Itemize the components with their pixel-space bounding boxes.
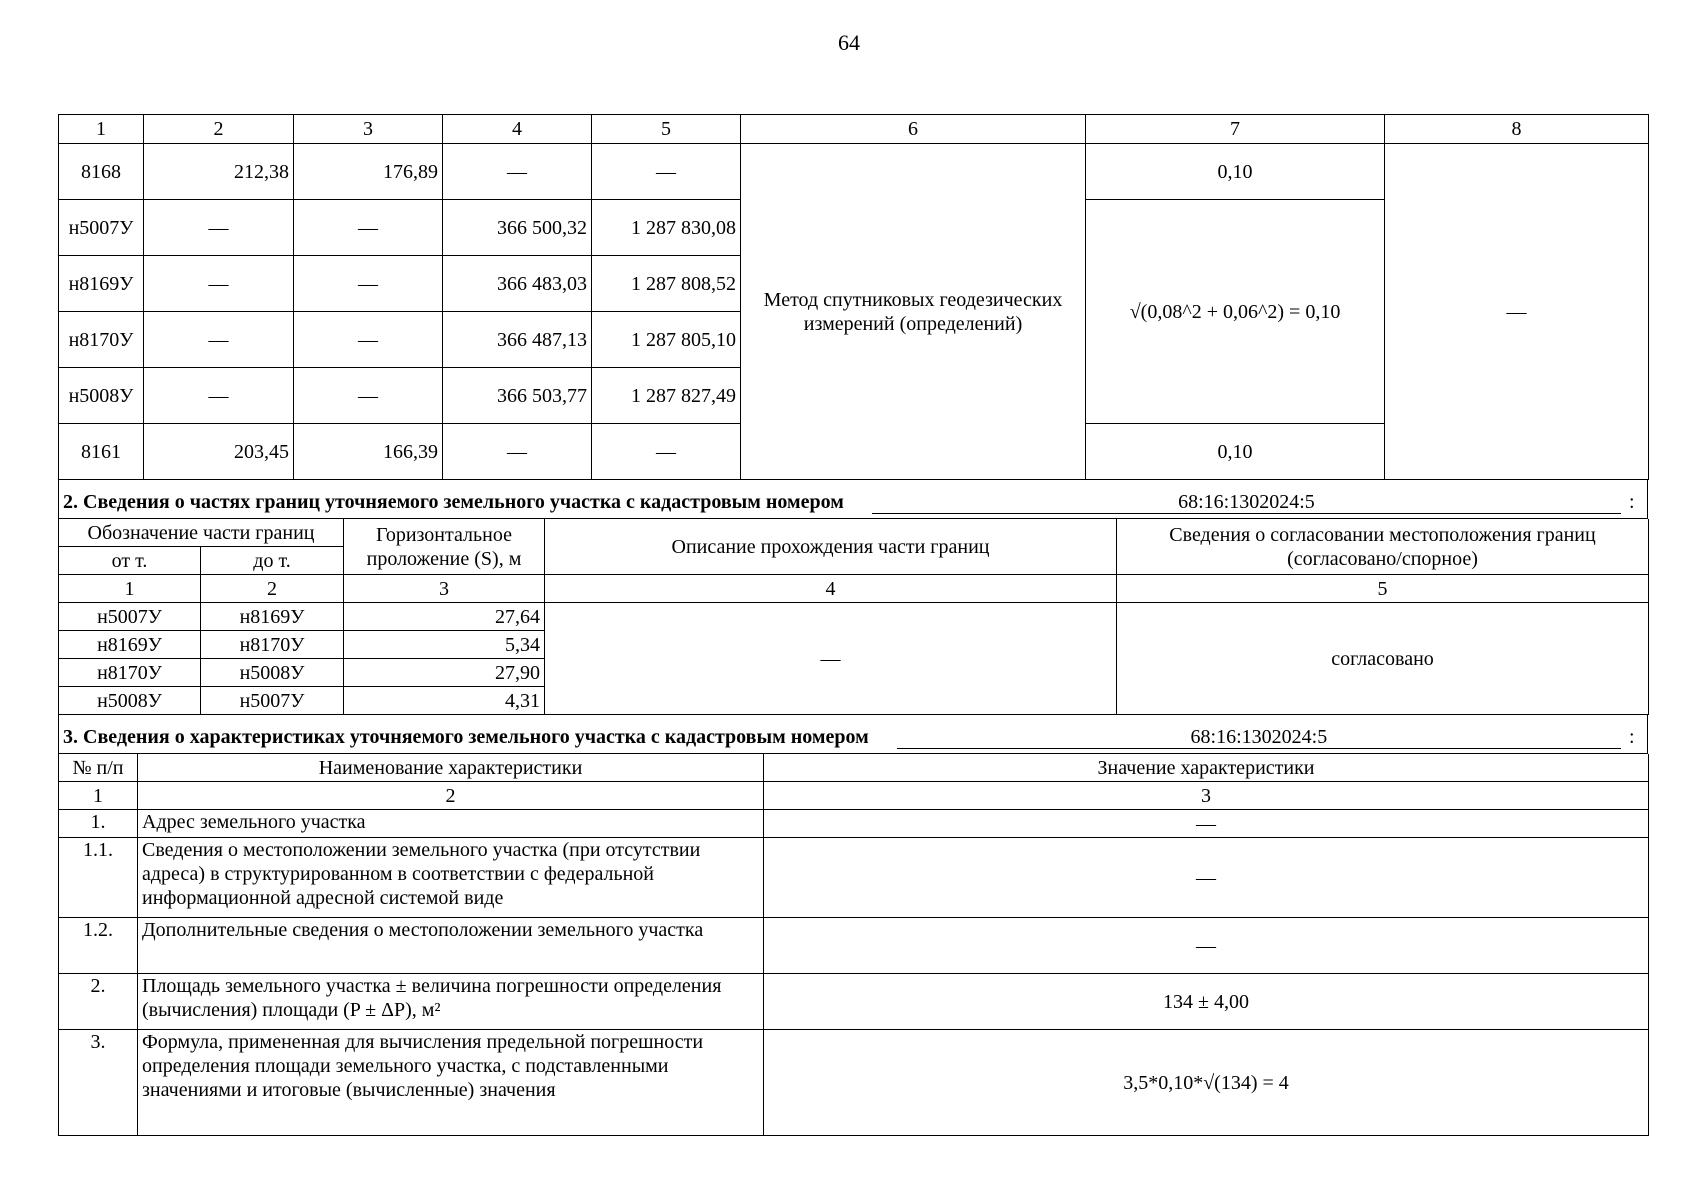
column-number: 1: [59, 575, 201, 603]
column-number: 2: [138, 782, 764, 810]
table-number-row: [59, 782, 1649, 810]
cell-value: —: [144, 368, 294, 424]
header-name: Наименование характеристики: [138, 754, 764, 782]
cell-value: 176,89: [294, 144, 443, 200]
table-header-row: [59, 115, 1649, 144]
table-row: [59, 838, 1649, 918]
header-agreement: Сведения о согласовании местоположения границ (согласовано/спорное): [1117, 519, 1649, 575]
table-header-row: [59, 519, 1649, 547]
header-length: Горизонтальное проложение (S), м: [344, 519, 545, 575]
characteristic-value: 3,5*0,10*√(134) = 4: [764, 1030, 1649, 1136]
header-cell: 4: [443, 115, 592, 144]
cell-value: 1 287 830,08: [592, 200, 741, 256]
page-number: 64: [838, 30, 860, 55]
header-cell: 5: [592, 115, 741, 144]
cell-value: 203,45: [144, 424, 294, 480]
column-number: 4: [545, 575, 1117, 603]
header-value: Значение характеристики: [764, 754, 1649, 782]
header-to: до т.: [201, 547, 344, 575]
point-id: н8170У: [59, 312, 144, 368]
cell-value: 1 287 805,10: [592, 312, 741, 368]
header-cell: 3: [294, 115, 443, 144]
cell-value: —: [294, 368, 443, 424]
to-point: н8170У: [201, 631, 344, 659]
section2-title: 2. Сведения о частях границ уточняемого земельного участка с кадастровым номером: [63, 491, 844, 513]
accuracy-bottom: 0,10: [1086, 424, 1385, 480]
length-value: 5,34: [344, 631, 545, 659]
cell-value: 366 503,77: [443, 368, 592, 424]
characteristic-value: 134 ± 4,00: [764, 974, 1649, 1030]
header-description: Описание прохождения части границ: [545, 519, 1117, 575]
cell-value: —: [294, 312, 443, 368]
agreement-value: согласовано: [1117, 603, 1649, 715]
header-designation: Обозначение части границ: [59, 519, 344, 547]
characteristic-value: —: [764, 918, 1649, 974]
section2-cadastral-number: 68:16:1302024:5: [872, 491, 1621, 514]
cell-value: —: [144, 200, 294, 256]
boundary-parts-table: [58, 519, 1649, 715]
from-point: н5008У: [59, 687, 201, 715]
table-row: [59, 603, 1649, 631]
to-point: н5008У: [201, 659, 344, 687]
from-point: н8170У: [59, 659, 201, 687]
row-number: 1.1.: [59, 838, 138, 918]
section3-title: 3. Сведения о характеристиках уточняемого земельного участка с кадастровым номером: [63, 726, 869, 748]
point-id: н8169У: [59, 256, 144, 312]
description-value: —: [545, 603, 1117, 715]
accuracy-formula: √(0,08^2 + 0,06^2) = 0,10: [1086, 200, 1385, 424]
header-number: № п/п: [59, 754, 138, 782]
to-point: н8169У: [201, 603, 344, 631]
header-cell: 2: [144, 115, 294, 144]
characteristic-value: —: [764, 838, 1649, 918]
table-row: [59, 918, 1649, 974]
cell-value: —: [443, 424, 592, 480]
table-row: [59, 1030, 1649, 1136]
header-cell: 6: [741, 115, 1086, 144]
section2-colon: :: [1629, 491, 1635, 513]
header-cell: 7: [1086, 115, 1385, 144]
length-value: 4,31: [344, 687, 545, 715]
characteristic-name: Сведения о местоположении земельного участка (при отсутствии адреса) в структурированном в соответствии с федеральной информационной адресной системой виде: [138, 838, 764, 918]
characteristic-name: Формула, примененная для вычисления предельной погрешности определения площади земельного участка, с подставленными значениями и итоговые (вычисленные) значения: [138, 1030, 764, 1136]
to-point: н5007У: [201, 687, 344, 715]
section3-heading: [58, 715, 1648, 754]
from-point: н8169У: [59, 631, 201, 659]
table-header-row: [59, 754, 1649, 782]
cell-value: 212,38: [144, 144, 294, 200]
document-form: [58, 114, 1648, 1136]
column-number: 3: [764, 782, 1649, 810]
accuracy-top: 0,10: [1086, 144, 1385, 200]
point-id: 8168: [59, 144, 144, 200]
point-id: н5008У: [59, 368, 144, 424]
coordinates-table: [58, 114, 1649, 480]
column-number: 2: [201, 575, 344, 603]
table-row: [59, 974, 1649, 1030]
length-value: 27,90: [344, 659, 545, 687]
cell-value: —: [294, 200, 443, 256]
section3-cadastral-number: 68:16:1302024:5: [897, 726, 1621, 749]
point-id: 8161: [59, 424, 144, 480]
method-cell: Метод спутниковых геодезических измерений (определений): [741, 144, 1086, 480]
characteristic-value: —: [764, 810, 1649, 838]
cell-value: —: [443, 144, 592, 200]
header-cell: 1: [59, 115, 144, 144]
cell-value: 366 500,32: [443, 200, 592, 256]
characteristic-name: Адрес земельного участка: [138, 810, 764, 838]
row-number: 3.: [59, 1030, 138, 1136]
cell-value: 366 487,13: [443, 312, 592, 368]
cell-value: 1 287 827,49: [592, 368, 741, 424]
cell-value: 1 287 808,52: [592, 256, 741, 312]
table-row: [59, 144, 1649, 200]
cell-value: —: [294, 256, 443, 312]
row-number: 1.: [59, 810, 138, 838]
characteristic-name: Площадь земельного участка ± величина погрешности определения (вычисления) площади (P ± ΔP), м²: [138, 974, 764, 1030]
cell-value: 366 483,03: [443, 256, 592, 312]
header-cell: 8: [1385, 115, 1649, 144]
column-number: 3: [344, 575, 545, 603]
section3-colon: :: [1629, 726, 1635, 748]
length-value: 27,64: [344, 603, 545, 631]
cell-value: —: [592, 424, 741, 480]
characteristics-table: [58, 754, 1649, 1136]
section2-heading: [58, 480, 1648, 519]
point-id: н5007У: [59, 200, 144, 256]
header-from: от т.: [59, 547, 201, 575]
column-number: 1: [59, 782, 138, 810]
characteristic-name: Дополнительные сведения о местоположении земельного участка: [138, 918, 764, 974]
cell-value: —: [144, 312, 294, 368]
column-number: 5: [1117, 575, 1649, 603]
from-point: н5007У: [59, 603, 201, 631]
row-number: 1.2.: [59, 918, 138, 974]
column8-value: —: [1385, 144, 1649, 480]
cell-value: 166,39: [294, 424, 443, 480]
table-number-row: [59, 575, 1649, 603]
cell-value: —: [144, 256, 294, 312]
table-row: [59, 810, 1649, 838]
row-number: 2.: [59, 974, 138, 1030]
cell-value: —: [592, 144, 741, 200]
